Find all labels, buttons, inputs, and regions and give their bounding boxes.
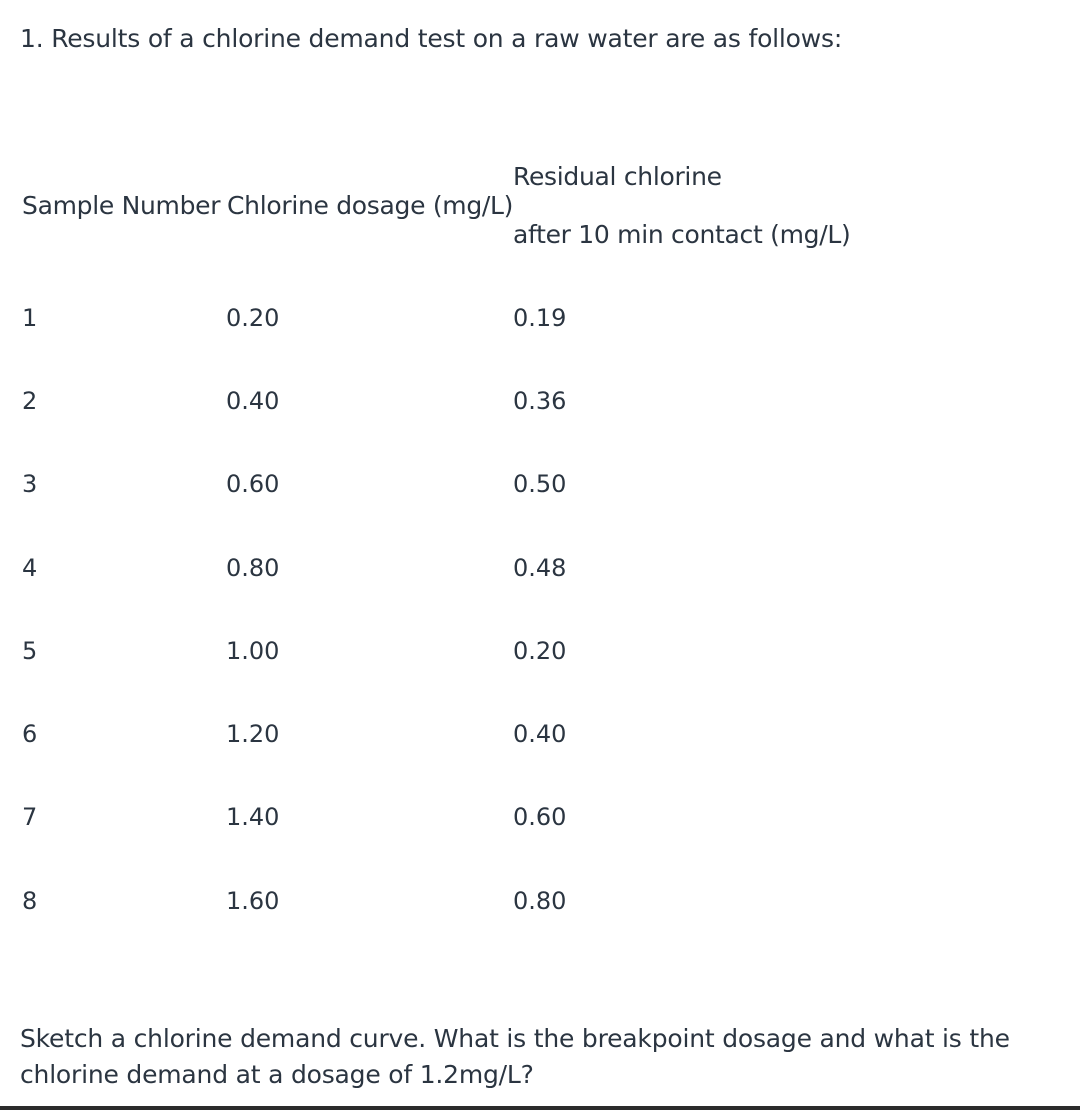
cell-sample: 7: [22, 803, 38, 831]
cell-residual: 0.48: [513, 554, 567, 582]
question-title: 1. Results of a chlorine demand test on a raw water are as follows:: [20, 24, 843, 53]
cell-residual: 0.40: [513, 720, 567, 748]
cell-dosage: 1.20: [226, 720, 280, 748]
cell-residual: 0.20: [513, 637, 567, 665]
cell-dosage: 1.00: [226, 637, 280, 665]
cell-residual: 0.50: [513, 470, 567, 498]
cell-sample: 3: [22, 470, 38, 498]
cell-residual: 0.36: [513, 387, 567, 415]
cell-sample: 4: [22, 554, 38, 582]
header-chlorine-dosage: Chlorine dosage (mg/L): [227, 191, 514, 220]
cell-sample: 8: [22, 887, 38, 915]
header-sample-number: Sample Number: [22, 191, 221, 220]
cell-sample: 6: [22, 720, 38, 748]
cell-residual: 0.60: [513, 803, 567, 831]
cell-residual: 0.80: [513, 887, 567, 915]
header-residual-line1: Residual chlorine: [513, 162, 722, 191]
bottom-divider: [0, 1106, 1080, 1110]
cell-dosage: 0.20: [226, 304, 280, 332]
cell-sample: 5: [22, 637, 38, 665]
cell-dosage: 0.60: [226, 470, 280, 498]
cell-dosage: 0.40: [226, 387, 280, 415]
cell-dosage: 0.80: [226, 554, 280, 582]
cell-sample: 1: [22, 304, 38, 332]
cell-sample: 2: [22, 387, 38, 415]
header-residual-line2: after 10 min contact (mg/L): [513, 220, 851, 249]
cell-dosage: 1.60: [226, 887, 280, 915]
cell-dosage: 1.40: [226, 803, 280, 831]
cell-residual: 0.19: [513, 304, 567, 332]
question-prompt: Sketch a chlorine demand curve. What is the breakpoint dosage and what is the chlorine demand at a dosage of 1.2mg/L?: [20, 1024, 1010, 1089]
